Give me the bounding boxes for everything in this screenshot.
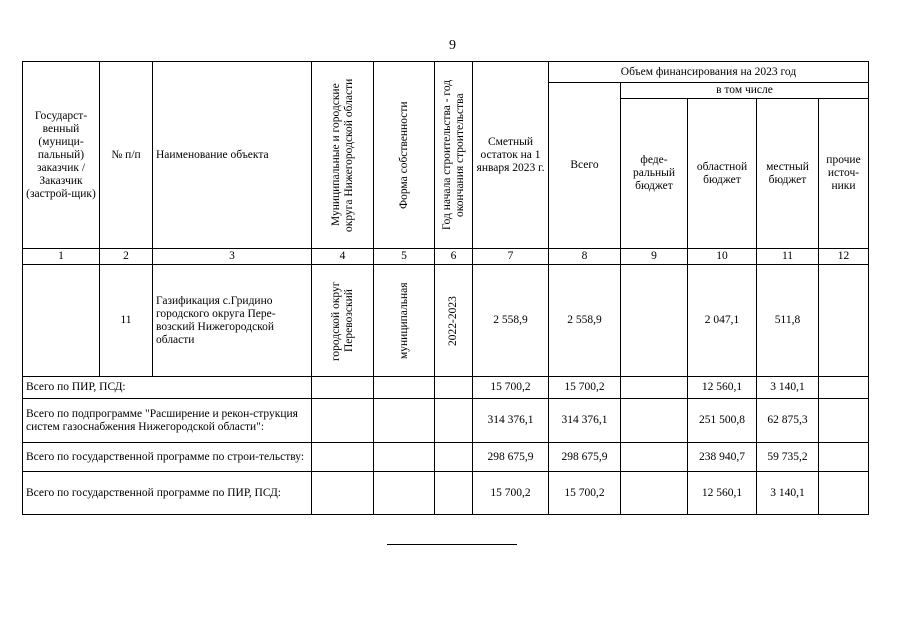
- summary-empty: [312, 377, 374, 399]
- summary-total: 314 376,1: [549, 399, 621, 443]
- summary-label: Всего по подпрограмме "Расширение и рекон-струкция систем газоснабжения Нижегородской области":: [23, 399, 312, 443]
- summary-federal: [621, 443, 688, 472]
- header-local: местный бюджет: [757, 99, 819, 249]
- summary-empty: [435, 443, 473, 472]
- header-ownership: Форма собственности: [374, 62, 435, 249]
- col-num-3: 3: [153, 249, 312, 265]
- header-including: в том числе: [621, 83, 869, 99]
- summary-local: 3 140,1: [757, 377, 819, 399]
- summary-regional: 251 500,8: [688, 399, 757, 443]
- col-num-4: 4: [312, 249, 374, 265]
- row-regional: 2 047,1: [688, 265, 757, 377]
- summary-label: Всего по государственной программе по строи-тельству:: [23, 443, 312, 472]
- summary-federal: [621, 399, 688, 443]
- summary-total: 15 700,2: [549, 377, 621, 399]
- page-number: 9: [449, 38, 456, 53]
- summary-label: Всего по государственной программе по ПИР, ПСД:: [23, 472, 312, 515]
- summary-regional: 12 560,1: [688, 472, 757, 515]
- header-estimate-balance: Сметный остаток на 1 января 2023 г.: [473, 62, 549, 249]
- header-financing-volume: Объем финансирования на 2023 год: [549, 62, 869, 83]
- summary-empty: [374, 443, 435, 472]
- header-object-name: Наименование объекта: [153, 62, 312, 249]
- summary-estimate: 314 376,1: [473, 399, 549, 443]
- col-num-7: 7: [473, 249, 549, 265]
- column-number-row: [23, 249, 869, 265]
- summary-empty: [435, 377, 473, 399]
- summary-other: [819, 472, 869, 515]
- financing-table: [22, 61, 869, 515]
- row-num: 11: [100, 265, 153, 377]
- summary-federal: [621, 377, 688, 399]
- row-estimate: 2 558,9: [473, 265, 549, 377]
- summary-estimate: 15 700,2: [473, 377, 549, 399]
- header-other: прочие источ-ники: [819, 99, 869, 249]
- summary-label: Всего по ПИР, ПСД:: [23, 377, 312, 399]
- summary-row: [23, 377, 869, 399]
- summary-total: 298 675,9: [549, 443, 621, 472]
- summary-row: [23, 399, 869, 443]
- row-federal: [621, 265, 688, 377]
- header-years: Год начала строительства - год окончания строительства: [435, 62, 473, 249]
- summary-empty: [374, 472, 435, 515]
- summary-row: [23, 443, 869, 472]
- row-object-name: Газификация с.Гридино городского округа Пере-возский Нижегородской области: [153, 265, 312, 377]
- summary-empty: [312, 399, 374, 443]
- row-other: [819, 265, 869, 377]
- summary-estimate: 298 675,9: [473, 443, 549, 472]
- summary-other: [819, 377, 869, 399]
- summary-local: 3 140,1: [757, 472, 819, 515]
- header-total: Всего: [549, 83, 621, 249]
- summary-empty: [374, 377, 435, 399]
- summary-empty: [435, 472, 473, 515]
- summary-empty: [312, 472, 374, 515]
- footer-rule: [387, 544, 517, 545]
- summary-regional: 12 560,1: [688, 377, 757, 399]
- header-regional: областной бюджет: [688, 99, 757, 249]
- summary-estimate: 15 700,2: [473, 472, 549, 515]
- summary-regional: 238 940,7: [688, 443, 757, 472]
- summary-local: 59 735,2: [757, 443, 819, 472]
- header-num: № п/п: [100, 62, 153, 249]
- summary-empty: [312, 443, 374, 472]
- summary-other: [819, 443, 869, 472]
- col-num-5: 5: [374, 249, 435, 265]
- row-years: 2022-2023: [435, 265, 473, 377]
- summary-other: [819, 399, 869, 443]
- header-customer: Государст-венный (муници-пальный) заказчик / Заказчик (застрой-щик): [23, 62, 100, 249]
- header-federal: феде-ральный бюджет: [621, 99, 688, 249]
- col-num-10: 10: [688, 249, 757, 265]
- row-customer: [23, 265, 100, 377]
- summary-empty: [374, 399, 435, 443]
- row-total: 2 558,9: [549, 265, 621, 377]
- row-ownership: муниципальная: [374, 265, 435, 377]
- row-municipality: городской округ Перевозский: [312, 265, 374, 377]
- table-row: [23, 265, 869, 377]
- col-num-9: 9: [621, 249, 688, 265]
- summary-empty: [435, 399, 473, 443]
- summary-row: [23, 472, 869, 515]
- summary-local: 62 875,3: [757, 399, 819, 443]
- col-num-12: 12: [819, 249, 869, 265]
- header-municipalities: Муниципальные и городские округа Нижегородской области: [312, 62, 374, 249]
- col-num-11: 11: [757, 249, 819, 265]
- col-num-6: 6: [435, 249, 473, 265]
- col-num-1: 1: [23, 249, 100, 265]
- row-local: 511,8: [757, 265, 819, 377]
- summary-federal: [621, 472, 688, 515]
- col-num-8: 8: [549, 249, 621, 265]
- col-num-2: 2: [100, 249, 153, 265]
- summary-total: 15 700,2: [549, 472, 621, 515]
